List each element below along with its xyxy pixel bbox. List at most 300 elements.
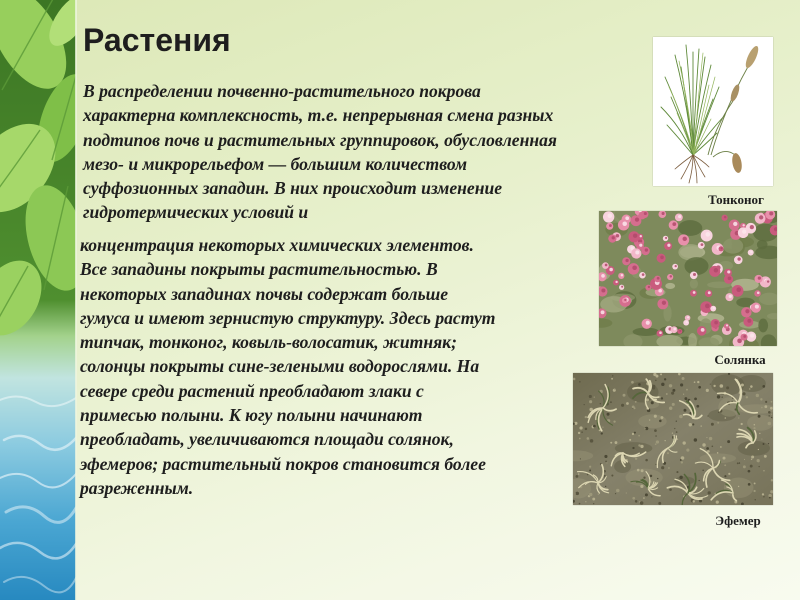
soil-speckle <box>755 499 756 500</box>
body-line: солонцы покрыты сине-зелеными водорослями. На <box>80 356 480 377</box>
flower-center <box>701 243 704 246</box>
soil-speckle <box>718 412 719 413</box>
soil-speckle <box>759 433 760 434</box>
soil-speckle <box>765 401 767 403</box>
soil-speckle <box>754 424 756 426</box>
flower-center <box>708 291 711 294</box>
soil-speckle <box>593 503 594 504</box>
soil-speckle <box>728 473 730 475</box>
soil-speckle <box>632 497 635 500</box>
soil-speckle <box>708 491 711 494</box>
soil-speckle <box>578 473 580 475</box>
soil-speckle <box>635 401 637 403</box>
flower-center <box>701 328 705 332</box>
flower-center <box>646 321 650 325</box>
flower-center <box>624 299 626 301</box>
soil-speckle <box>699 480 700 481</box>
flower-center <box>625 216 629 220</box>
body-line: концентрация некоторых химических элементов. <box>80 235 474 255</box>
soil-speckle <box>616 489 620 493</box>
soil-speckle <box>684 397 687 400</box>
soil-speckle <box>659 396 661 398</box>
flower-center <box>622 221 627 226</box>
soil-speckle <box>645 459 648 462</box>
soil-speckle <box>650 475 653 478</box>
slide-title: Растения <box>83 22 231 58</box>
soil-speckle <box>661 466 664 469</box>
flower-center <box>605 264 608 267</box>
flower-center <box>714 268 718 272</box>
soil-speckle <box>711 423 714 426</box>
soil-speckle <box>589 466 591 468</box>
soil-speckle <box>702 470 703 471</box>
foliage-patch <box>684 257 708 275</box>
soil-speckle <box>696 405 699 408</box>
flower-center <box>608 214 613 219</box>
flower-center <box>659 331 662 334</box>
grass-tuft-illustration <box>653 37 773 186</box>
flower-center <box>640 235 642 237</box>
soil-speckle <box>590 439 594 443</box>
soil-speckle <box>598 494 599 495</box>
flower-center <box>658 289 662 293</box>
foliage-patch <box>690 279 698 289</box>
flower-center <box>743 335 746 338</box>
soil-speckle <box>655 435 656 436</box>
soil-speckle <box>579 503 581 505</box>
figure-grass-image <box>653 37 773 186</box>
flower-center <box>672 222 676 226</box>
flower-center <box>621 274 623 276</box>
soil-speckle <box>768 443 769 444</box>
soil-speckle <box>706 447 709 450</box>
flower-center <box>625 259 628 262</box>
body-line: мезо- и микрорельефом — большим количеством <box>83 153 468 174</box>
flower-center <box>615 281 617 283</box>
soil-speckle <box>643 477 645 479</box>
flower-center <box>750 251 752 253</box>
soil-speckle <box>771 401 773 403</box>
soil-speckle <box>712 445 714 447</box>
soil-speckle <box>763 443 765 445</box>
flower-center <box>635 217 639 221</box>
soil-speckle <box>758 415 761 418</box>
soil-speckle <box>605 486 606 487</box>
soil-speckle <box>689 423 692 426</box>
soil-speckle <box>614 388 615 389</box>
soil-speckle <box>631 381 634 384</box>
soil-speckle <box>661 383 664 386</box>
soil-speckle <box>611 474 613 476</box>
flower-center <box>767 280 769 282</box>
soil-speckle <box>644 428 645 429</box>
soil-speckle <box>658 502 661 505</box>
flower-center <box>633 233 637 237</box>
flower-center <box>632 265 637 270</box>
soil-speckle <box>682 377 685 380</box>
soil-speckle <box>724 475 726 477</box>
flower-center <box>714 321 718 325</box>
flower-center <box>662 212 665 215</box>
soil-speckle <box>626 402 629 405</box>
soil-speckle <box>672 432 673 433</box>
flower-center <box>612 236 615 239</box>
soil-speckle <box>635 457 637 459</box>
flower-center <box>747 319 751 323</box>
soil-speckle <box>770 407 773 410</box>
soil-speckle <box>632 433 634 435</box>
flower-center <box>727 270 730 273</box>
soil-speckle <box>676 431 678 433</box>
flower-center <box>713 307 715 309</box>
flower-center <box>750 225 754 229</box>
soil-speckle <box>659 420 662 423</box>
body-line: некоторых западинах почвы содержат больше <box>80 283 449 304</box>
soil-speckle <box>761 439 762 440</box>
soil-speckle <box>640 501 644 505</box>
soil-speckle <box>684 409 687 412</box>
soil-speckle <box>607 413 610 416</box>
soil-speckle <box>771 414 772 415</box>
soil-speckle <box>613 420 615 422</box>
soil-speckle <box>664 378 666 380</box>
soil-speckle <box>676 471 678 473</box>
soil-speckle <box>610 442 612 444</box>
soil-speckle <box>580 458 581 459</box>
soil-speckle <box>762 493 764 495</box>
flower-center <box>665 237 667 239</box>
flower-center <box>737 339 742 344</box>
flower-center <box>736 287 741 292</box>
flower-center <box>609 268 613 272</box>
flower-center <box>721 247 723 249</box>
soil-speckle <box>635 500 638 503</box>
soil-speckle <box>672 403 675 406</box>
soil-speckle <box>589 493 592 496</box>
flower-center <box>662 301 666 305</box>
flower-center <box>769 211 773 215</box>
soil-speckle <box>683 441 686 444</box>
soil-speckle <box>669 488 672 491</box>
body-line: примесью полыни. К югу полыни начинают <box>80 405 423 426</box>
flower-center <box>660 255 664 259</box>
soil-speckle <box>589 469 591 471</box>
soil-speckle <box>640 445 643 448</box>
soil-speckle <box>646 398 649 401</box>
soil-speckle <box>741 423 743 425</box>
flower-center <box>724 216 726 218</box>
figure-saltwort-image <box>599 211 777 346</box>
soil-speckle <box>587 474 588 475</box>
soil-speckle <box>768 422 772 426</box>
flower-center <box>673 328 676 331</box>
flower-center <box>642 273 645 276</box>
flower-center <box>601 288 605 292</box>
soil-speckle <box>656 440 659 443</box>
body-line: гидротермических условий и <box>83 202 309 223</box>
soil-speckle <box>737 462 739 464</box>
soil-speckle <box>762 385 765 388</box>
soil-speckle <box>754 482 756 484</box>
soil-speckle <box>721 396 723 398</box>
flower-center <box>742 230 746 234</box>
soil-speckle <box>638 383 641 386</box>
soil-speckle <box>749 388 751 390</box>
soil-speckle <box>758 449 759 450</box>
body-line: Все западины покрыты растительностью. В <box>80 259 438 280</box>
soil-speckle <box>748 470 751 473</box>
flower-center <box>648 286 650 288</box>
soil-speckle <box>750 385 753 388</box>
soil-speckle <box>576 492 580 496</box>
soil-speckle <box>669 384 672 387</box>
foliage-patch <box>723 238 743 254</box>
soil-speckle <box>742 392 745 395</box>
soil-speckle <box>724 464 726 466</box>
strip-divider <box>75 0 77 600</box>
flower-center <box>657 277 660 280</box>
soil-speckle <box>574 422 577 425</box>
soil-speckle <box>581 431 583 433</box>
flower-center <box>745 309 749 313</box>
soil-speckle <box>692 423 694 425</box>
soil-speckle <box>612 375 613 376</box>
soil-speckle <box>697 381 699 383</box>
soil-speckle <box>717 422 719 424</box>
soil-speckle <box>694 438 697 441</box>
soil-speckle <box>632 405 635 408</box>
soil-speckle <box>610 401 612 403</box>
soil-speckle <box>656 375 659 378</box>
soil-speckle <box>651 401 654 404</box>
flower-center <box>693 291 696 294</box>
soil-speckle <box>589 400 592 403</box>
soil-speckle <box>707 415 708 416</box>
flower-center <box>728 276 732 280</box>
soil-speckle <box>634 432 636 434</box>
soil-speckle <box>750 465 753 468</box>
flower-center <box>757 291 760 294</box>
soil-speckle <box>589 395 592 398</box>
body-line: типчак, тонконог, ковыль-волосатик, житняк; <box>80 332 457 353</box>
flower-center <box>737 257 740 260</box>
soil-speckle <box>593 425 596 428</box>
soil-speckle <box>676 421 677 422</box>
figure-caption: Тонконог <box>708 192 764 207</box>
soil-speckle <box>626 492 627 493</box>
flower-center <box>601 310 605 314</box>
soil-speckle <box>651 496 652 497</box>
soil-speckle <box>698 386 701 389</box>
foliage-patch <box>665 283 675 289</box>
flower-center <box>601 274 605 278</box>
soil-speckle <box>623 394 626 397</box>
flower-center <box>635 250 639 254</box>
soil-speckle <box>637 469 640 472</box>
soil-speckle <box>604 455 607 458</box>
pink-flowering-shrub-photo <box>599 211 777 346</box>
soil-speckle <box>611 378 613 380</box>
soil-speckle <box>763 496 765 498</box>
leaves-water-strip-image <box>0 0 76 600</box>
soil-speckle <box>683 394 684 395</box>
soil-speckle <box>753 427 755 429</box>
flower-center <box>644 212 647 215</box>
flower-center <box>675 265 677 267</box>
soil-speckle <box>667 452 669 454</box>
soil-speckle <box>751 455 754 458</box>
soil-speckle <box>694 397 697 400</box>
soil-speckle <box>761 407 763 409</box>
soil-speckle <box>592 498 595 501</box>
flower-center <box>621 286 623 288</box>
soil-speckle <box>716 501 719 504</box>
body-line: разреженным. <box>80 477 194 498</box>
soil-speckle <box>638 435 640 437</box>
soil-speckle <box>679 415 683 419</box>
soil-speckle <box>706 437 707 438</box>
soil-speckle <box>600 403 601 404</box>
soil-speckle <box>723 457 726 460</box>
soil-speckle <box>717 452 719 454</box>
soil-speckle <box>632 447 634 449</box>
body-line: подтипов почв и растительных группировок, обусловленная <box>83 129 557 150</box>
soil-speckle <box>706 389 709 392</box>
soil-speckle <box>709 437 712 440</box>
body-line: суффозионных западин. В них происходит изменение <box>83 178 503 199</box>
flower-center <box>670 275 672 277</box>
soil-speckle <box>738 417 739 418</box>
soil-speckle <box>694 381 696 383</box>
soil-speckle <box>584 404 585 405</box>
body-paragraph-2 <box>80 233 495 500</box>
soil-speckle <box>579 426 582 429</box>
soil-speckle <box>764 405 767 408</box>
soil-speckle <box>601 432 603 434</box>
soil-speckle <box>748 483 751 486</box>
soil-speckle <box>645 493 648 496</box>
soil-speckle <box>594 396 595 397</box>
soil-speckle <box>771 479 773 481</box>
soil-speckle <box>661 416 664 419</box>
soil-speckle <box>641 469 644 472</box>
soil-speckle <box>739 462 740 463</box>
soil-speckle <box>640 485 643 488</box>
soil-speckle <box>768 411 771 414</box>
soil-speckle <box>713 385 715 387</box>
soil-speckle <box>668 467 670 469</box>
flower-center <box>729 295 732 298</box>
soil-speckle <box>763 470 765 472</box>
flower-center <box>645 248 648 251</box>
body-line: преобладать, увеличиваются площади солянок, <box>80 429 454 450</box>
flower-center <box>639 244 642 247</box>
soil-speckle <box>725 417 727 419</box>
soil-speckle <box>666 393 668 395</box>
flower-center <box>686 321 688 323</box>
foliage-patch <box>678 220 702 236</box>
soil-speckle <box>621 404 624 407</box>
soil-speckle <box>702 443 705 446</box>
body-line: В распределении почвенно-растительного покрова <box>83 81 481 101</box>
soil-speckle <box>587 437 590 440</box>
foliage-patch <box>758 319 768 333</box>
soil-speckle <box>744 459 745 460</box>
soil-speckle <box>720 384 724 388</box>
soil-speckle <box>615 493 616 494</box>
ephemeral-plants-on-soil-photo <box>573 373 773 505</box>
soil-speckle <box>679 476 682 479</box>
flower-center <box>750 334 754 338</box>
soil-speckle <box>758 466 759 467</box>
soil-speckle <box>720 446 722 448</box>
body-paragraph-1 <box>83 79 557 225</box>
flower-center <box>678 215 681 218</box>
soil-speckle <box>741 383 744 386</box>
flower-center <box>679 330 681 332</box>
body-line: гумуса и имеют зернистую структуру. Здесь растут <box>80 307 496 328</box>
soil-speckle <box>576 475 579 478</box>
soil-speckle <box>693 500 695 502</box>
soil-speckle <box>605 460 607 462</box>
soil-speckle <box>674 428 675 429</box>
flower-center <box>693 273 696 276</box>
soil-speckle <box>602 427 603 428</box>
flower-center <box>755 305 759 309</box>
soil-speckle <box>717 395 720 398</box>
soil-speckle <box>661 397 663 399</box>
flower-center <box>705 232 710 237</box>
flower-center <box>733 222 737 226</box>
soil-speckle <box>579 438 581 440</box>
soil-speckle <box>769 497 771 499</box>
soil-speckle <box>664 440 665 441</box>
soil-speckle <box>686 449 689 452</box>
soil-patch <box>700 453 736 463</box>
soil-speckle <box>756 394 759 397</box>
soil-speckle <box>764 455 767 458</box>
flower-center <box>687 316 689 318</box>
soil-speckle <box>643 497 645 499</box>
body-line: севере среди растений преобладают злаки с <box>80 380 424 401</box>
soil-speckle <box>743 465 746 468</box>
soil-speckle <box>578 432 580 434</box>
soil-speckle <box>710 384 711 385</box>
soil-speckle <box>655 464 656 465</box>
soil-speckle <box>655 443 657 445</box>
soil-speckle <box>686 389 688 391</box>
soil-speckle <box>751 459 752 460</box>
flower-center <box>705 304 710 309</box>
soil-speckle <box>727 440 730 443</box>
soil-speckle <box>654 415 657 418</box>
soil-speckle <box>681 461 683 463</box>
soil-speckle <box>629 439 631 441</box>
soil-speckle <box>760 398 762 400</box>
soil-speckle <box>726 386 729 389</box>
soil-speckle <box>669 407 672 410</box>
soil-speckle <box>680 383 683 386</box>
soil-speckle <box>654 429 657 432</box>
body-line: эфемеров; растительный покров становится более <box>80 453 486 474</box>
soil-speckle <box>672 392 674 394</box>
soil-speckle <box>655 380 656 381</box>
soil-speckle <box>701 425 702 426</box>
soil-speckle <box>672 389 675 392</box>
soil-speckle <box>680 459 682 461</box>
body-line: характерна комплексность, т.е. непрерывная смена разных <box>83 105 554 126</box>
soil-speckle <box>757 459 760 462</box>
